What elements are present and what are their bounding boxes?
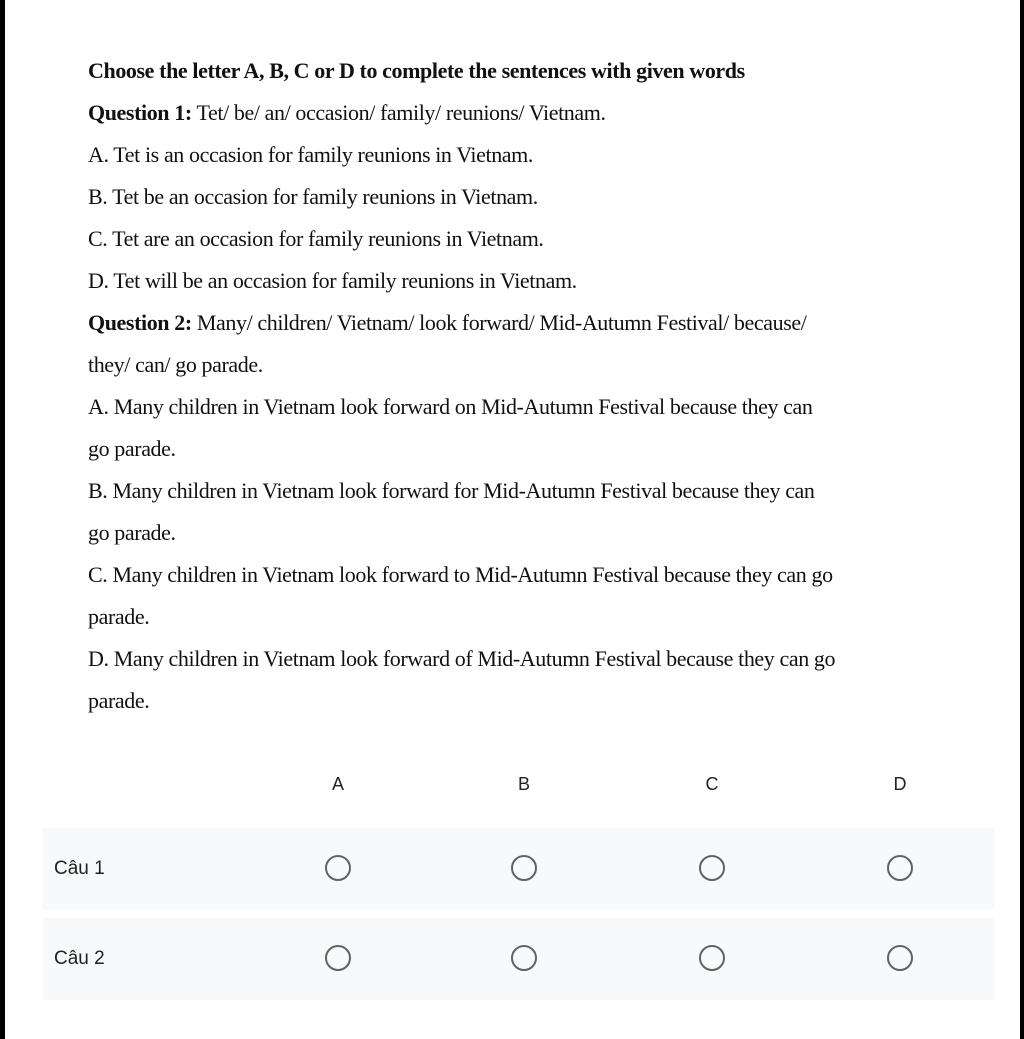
question-1-option-b: B. Tet be an occasion for family reunions in Vietnam. [88, 184, 538, 209]
radio-cau-2-d[interactable] [887, 945, 913, 971]
instruction-text: Choose the letter A, B, C or D to complete the sentences with given words [88, 58, 745, 83]
column-header-b: B [517, 774, 530, 794]
row-label-cau-2: Câu 2 [54, 948, 105, 969]
radio-cau-1-c[interactable] [699, 855, 725, 881]
grid-row-cau-1 [42, 828, 994, 910]
question-2-option-d-line2: parade. [88, 688, 150, 713]
question-2-prompt-line2: they/ can/ go parade. [88, 352, 263, 377]
grid-row-cau-2 [42, 918, 994, 1000]
question-2-option-a-line1: A. Many children in Vietnam look forward on Mid-Autumn Festival because they can [88, 394, 813, 419]
radio-cau-2-a[interactable] [325, 945, 351, 971]
radio-cau-1-d[interactable] [887, 855, 913, 881]
radio-cau-1-b[interactable] [511, 855, 537, 881]
question-2-option-c-line2: parade. [88, 604, 150, 629]
question-1-option-a: A. Tet is an occasion for family reunions in Vietnam. [88, 142, 533, 167]
question-2-option-b-line2: go parade. [88, 520, 176, 545]
radio-cau-2-b[interactable] [511, 945, 537, 971]
question-1-prompt: Tet/ be/ an/ occasion/ family/ reunions/ Vietnam. [191, 100, 606, 125]
radio-cau-2-c[interactable] [699, 945, 725, 971]
question-1-label: Question 1: [88, 100, 192, 125]
question-2-option-b-line1: B. Many children in Vietnam look forward for Mid-Autumn Festival because they can [88, 478, 815, 503]
question-2-option-a-line2: go parade. [88, 436, 176, 461]
question-2-option-d-line1: D. Many children in Vietnam look forward of Mid-Autumn Festival because they can go [88, 646, 836, 671]
column-header-c: C [705, 774, 719, 794]
question-2-option-c-line1: C. Many children in Vietnam look forward to Mid-Autumn Festival because they can go [88, 562, 833, 587]
column-header-d: D [893, 774, 907, 794]
question-1-option-d: D. Tet will be an occasion for family reunions in Vietnam. [88, 268, 577, 293]
row-label-cau-1: Câu 1 [54, 858, 105, 879]
question-2-prompt-line1: Many/ children/ Vietnam/ look forward/ Mid-Autumn Festival/ because/ [191, 310, 807, 335]
radio-cau-1-a[interactable] [325, 855, 351, 881]
question-1-option-c: C. Tet are an occasion for family reunions in Vietnam. [88, 226, 544, 251]
column-header-a: A [331, 774, 344, 794]
question-2-label: Question 2: [88, 310, 192, 335]
